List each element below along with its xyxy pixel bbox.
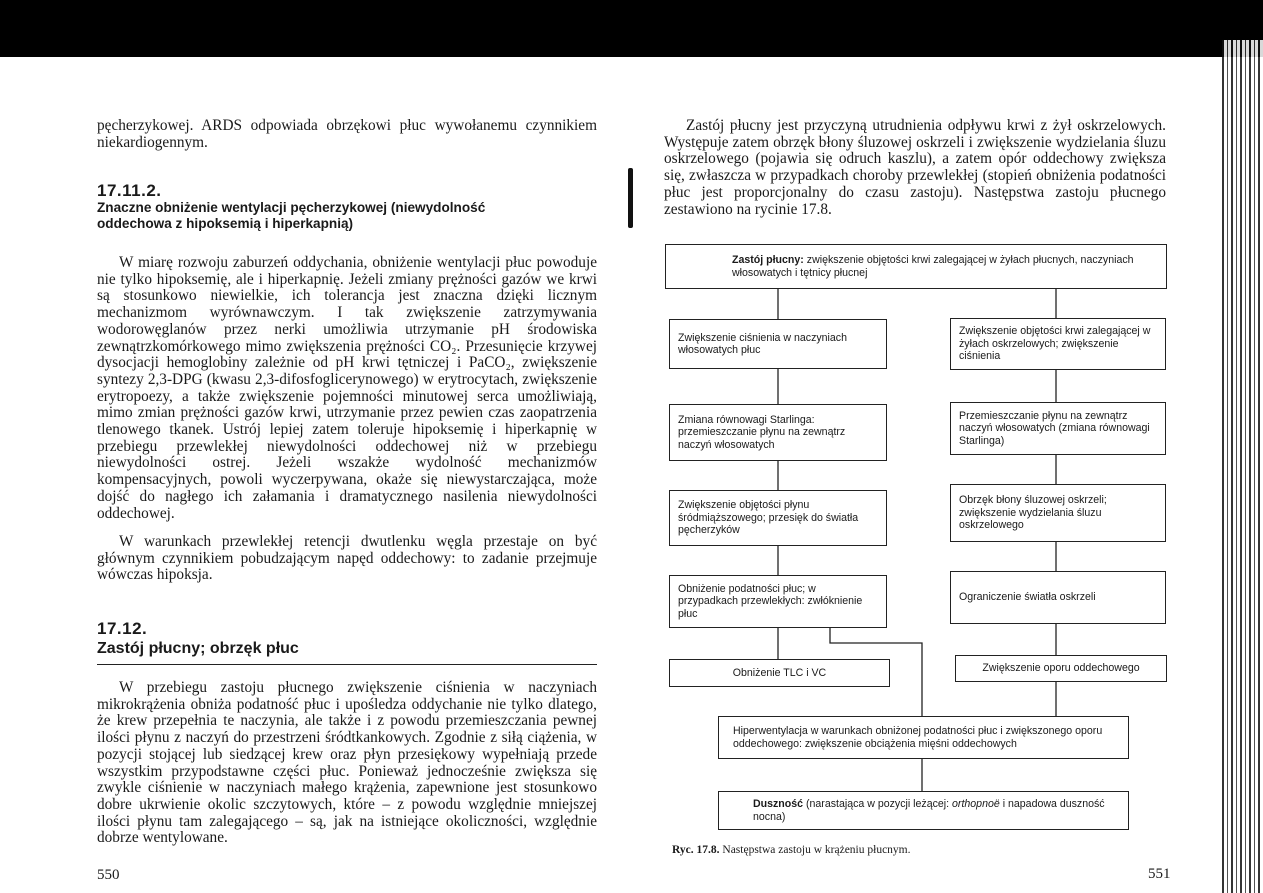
section-17-12-title: Zastój płucny; obrzęk płuc: [97, 640, 299, 657]
box-pulmonary-congestion-text: [674, 254, 1158, 279]
box-dyspnea-pre: (narastająca w pozycji leżącej:: [806, 798, 950, 810]
section-17-11-2-title: Znaczne obniżenie wentylacji pęcherzykowej (niewydolność oddechowa z hipoksemią i hiperkapnią): [97, 200, 486, 231]
box-hyperventilation: Hiperwentylacja w warunkach obniżonej podatności płuc i zwiększonego oporu oddechowego: zwiększenie obciążenia mięśni oddechowych: [718, 716, 1129, 759]
box-right-4: Ograniczenie światła oskrzeli: [950, 571, 1166, 624]
caption-text: Następstwa zastoju w krążeniu płucnym.: [722, 844, 911, 856]
box-right-2: Przemieszczanie płynu na zewnątrz naczyń włosowatych (zmiana równowagi Starlinga): [950, 402, 1166, 455]
caption-label: Ryc. 17.8.: [672, 844, 720, 856]
box-dyspnea: [718, 791, 1129, 830]
right-page-number: 551: [1148, 866, 1171, 882]
section-17-11-2-paragraph-2: W warunkach przewlekłej retencji dwutlenku węgla przestaje on być głównym czynnikiem pobudzającym napęd oddechowy: to zadanie przejmuje wówczas hipoksja.: [97, 533, 597, 584]
box-left-5: Obniżenie TLC i VC: [669, 659, 890, 687]
box-left-1: Zwiększenie ciśnienia w naczyniach włosowatych płuc: [669, 319, 887, 369]
box-dyspnea-text: [753, 798, 1120, 823]
left-intro-paragraph: pęcherzykowej. ARDS odpowiada obrzękowi płuc wywołanemu czynnikiem niekardiogennym.: [97, 117, 597, 151]
box-right-3: Obrzęk błony śluzowej oskrzeli; zwiększenie wydzielania śluzu oskrzelowego: [950, 484, 1166, 542]
right-intro-paragraph: Zastój płucny jest przyczyną utrudnienia odpływu krwi z żył oskrzelowych. Występuje zatem obrzęk błony śluzowej oskrzeli i zwiększenie wydzielania śluzu oskrzelowego (pojawia się odruch kaszlu), a zatem opór oddechowy zwiększa się, zwłaszcza w przypadkach choroby przewlekłej (stopień obniżenia podatności płuc jest proporcjonalny do czasu zastoju). Następstwa zastoju płucnego zestawiono na rycinie 17.8.: [664, 117, 1166, 218]
box-pulmonary-congestion: [665, 244, 1167, 289]
box-dyspnea-post: i napadowa duszność nocna): [753, 798, 1105, 823]
section-17-11-2-number: 17.11.2.: [97, 181, 162, 200]
left-page-number: 550: [97, 867, 120, 883]
box-pulmonary-congestion-bold: Zastój płucny:: [732, 254, 804, 266]
box-right-1: Zwiększenie objętości krwi zalegającej w żyłach oskrzelowych; zwiększenie ciśnienia: [950, 318, 1166, 370]
box-pulmonary-congestion-desc: zwiększenie objętości krwi zalegającej w żyłach płucnych, naczyniach włosowatych i tętnicy płucnej: [732, 254, 1134, 279]
box-dyspnea-bold: Duszność: [753, 798, 804, 810]
box-left-2: Zmiana równowagi Starlinga: przemieszczanie płynu na zewnątrz naczyń włosowatych: [669, 404, 887, 461]
box-left-3: Zwiększenie objętości płynu śródmiąższowego; przesięk do światła pęcherzyków: [669, 490, 887, 546]
box-right-5: Zwiększenie oporu oddechowego: [955, 655, 1167, 682]
box-left-4: Obniżenie podatności płuc; w przypadkach przewlekłych: zwłóknienie płuc: [669, 575, 887, 628]
section-17-11-2-paragraph-1: W miarę rozwoju zaburzeń oddychania, obniżenie wentylacji płuc powoduje nie tylko hipoksemię, ale i hiperkapnię. Jeżeli zmiany prężności gazów we krwi są stosunkowo niewielkie, ich tolerancja jest znaczna dzięki licznym mechanizmom wyrównawczym. I tak zwiększenie zatrzymywania wodorowęglanów przez nerki umożliwia utrzymanie pH środowiska zewnątrzkomórkowego mimo zwiększenia prężności CO₂. Przesunięcie krzywej dysocjacji hemoglobiny zależnie od pH krwi tętniczej i PaCO₂, zwiększenie syntezy 2,3-DPG (kwasu 2,3-difosfoglicerynowego) w erytrocytach, zwiększenie erytropoezy, a także zwiększenie pojemności minutowej serca umożliwiają, mimo zmian prężności gazów krwi, utrzymanie przez pewien czas zaopatrzenia tlenowego tkanek. Ustrój lepiej zatem toleruje hipoksemię i hiperkapnię w przebiegu przewlekłej niewydolności oddechowej niż w przebiegu niewydolności ostrej. Jeżeli wszakże wydolność mechanizmów kompensacyjnych, powoli wyczerpywana, okaże się niewystarczająca, może dojść do nagłego ich załamania i dramatycznego nasilenia niewydolności oddechowej.: [97, 254, 597, 522]
box-dyspnea-italic: orthopnoë: [952, 798, 1000, 810]
section-17-12-number: 17.12.: [97, 619, 148, 638]
section-17-12-paragraph: W przebiegu zastoju płucnego zwiększenie ciśnienia w naczyniach mikrokrążenia obniża podatność płuc i upośledza oddychanie nie tylko dlatego, że krew przepełnia te naczynia, ale także i z powodu przemieszczania pewnej ilości płynu z naczyń do przestrzeni śródtkankowych. Zgodnie z siłą ciążenia, w pozycji stojącej lub siedzącej krew oraz płyn przesiękowy wypełniają przede wszystkim przypodstawne części płuc. Ponieważ jednocześnie zwiększa się zwykle ciśnienie w naczyniach małego krążenia, zapewnione jest stosunkowo dobre ukrwienie okolic szczytowych, które – z powodu względnie mniejszej ilości płynu tam zalegającego – są, jak na istniejące okoliczności, względnie dobrze wentylowane.: [97, 679, 597, 847]
